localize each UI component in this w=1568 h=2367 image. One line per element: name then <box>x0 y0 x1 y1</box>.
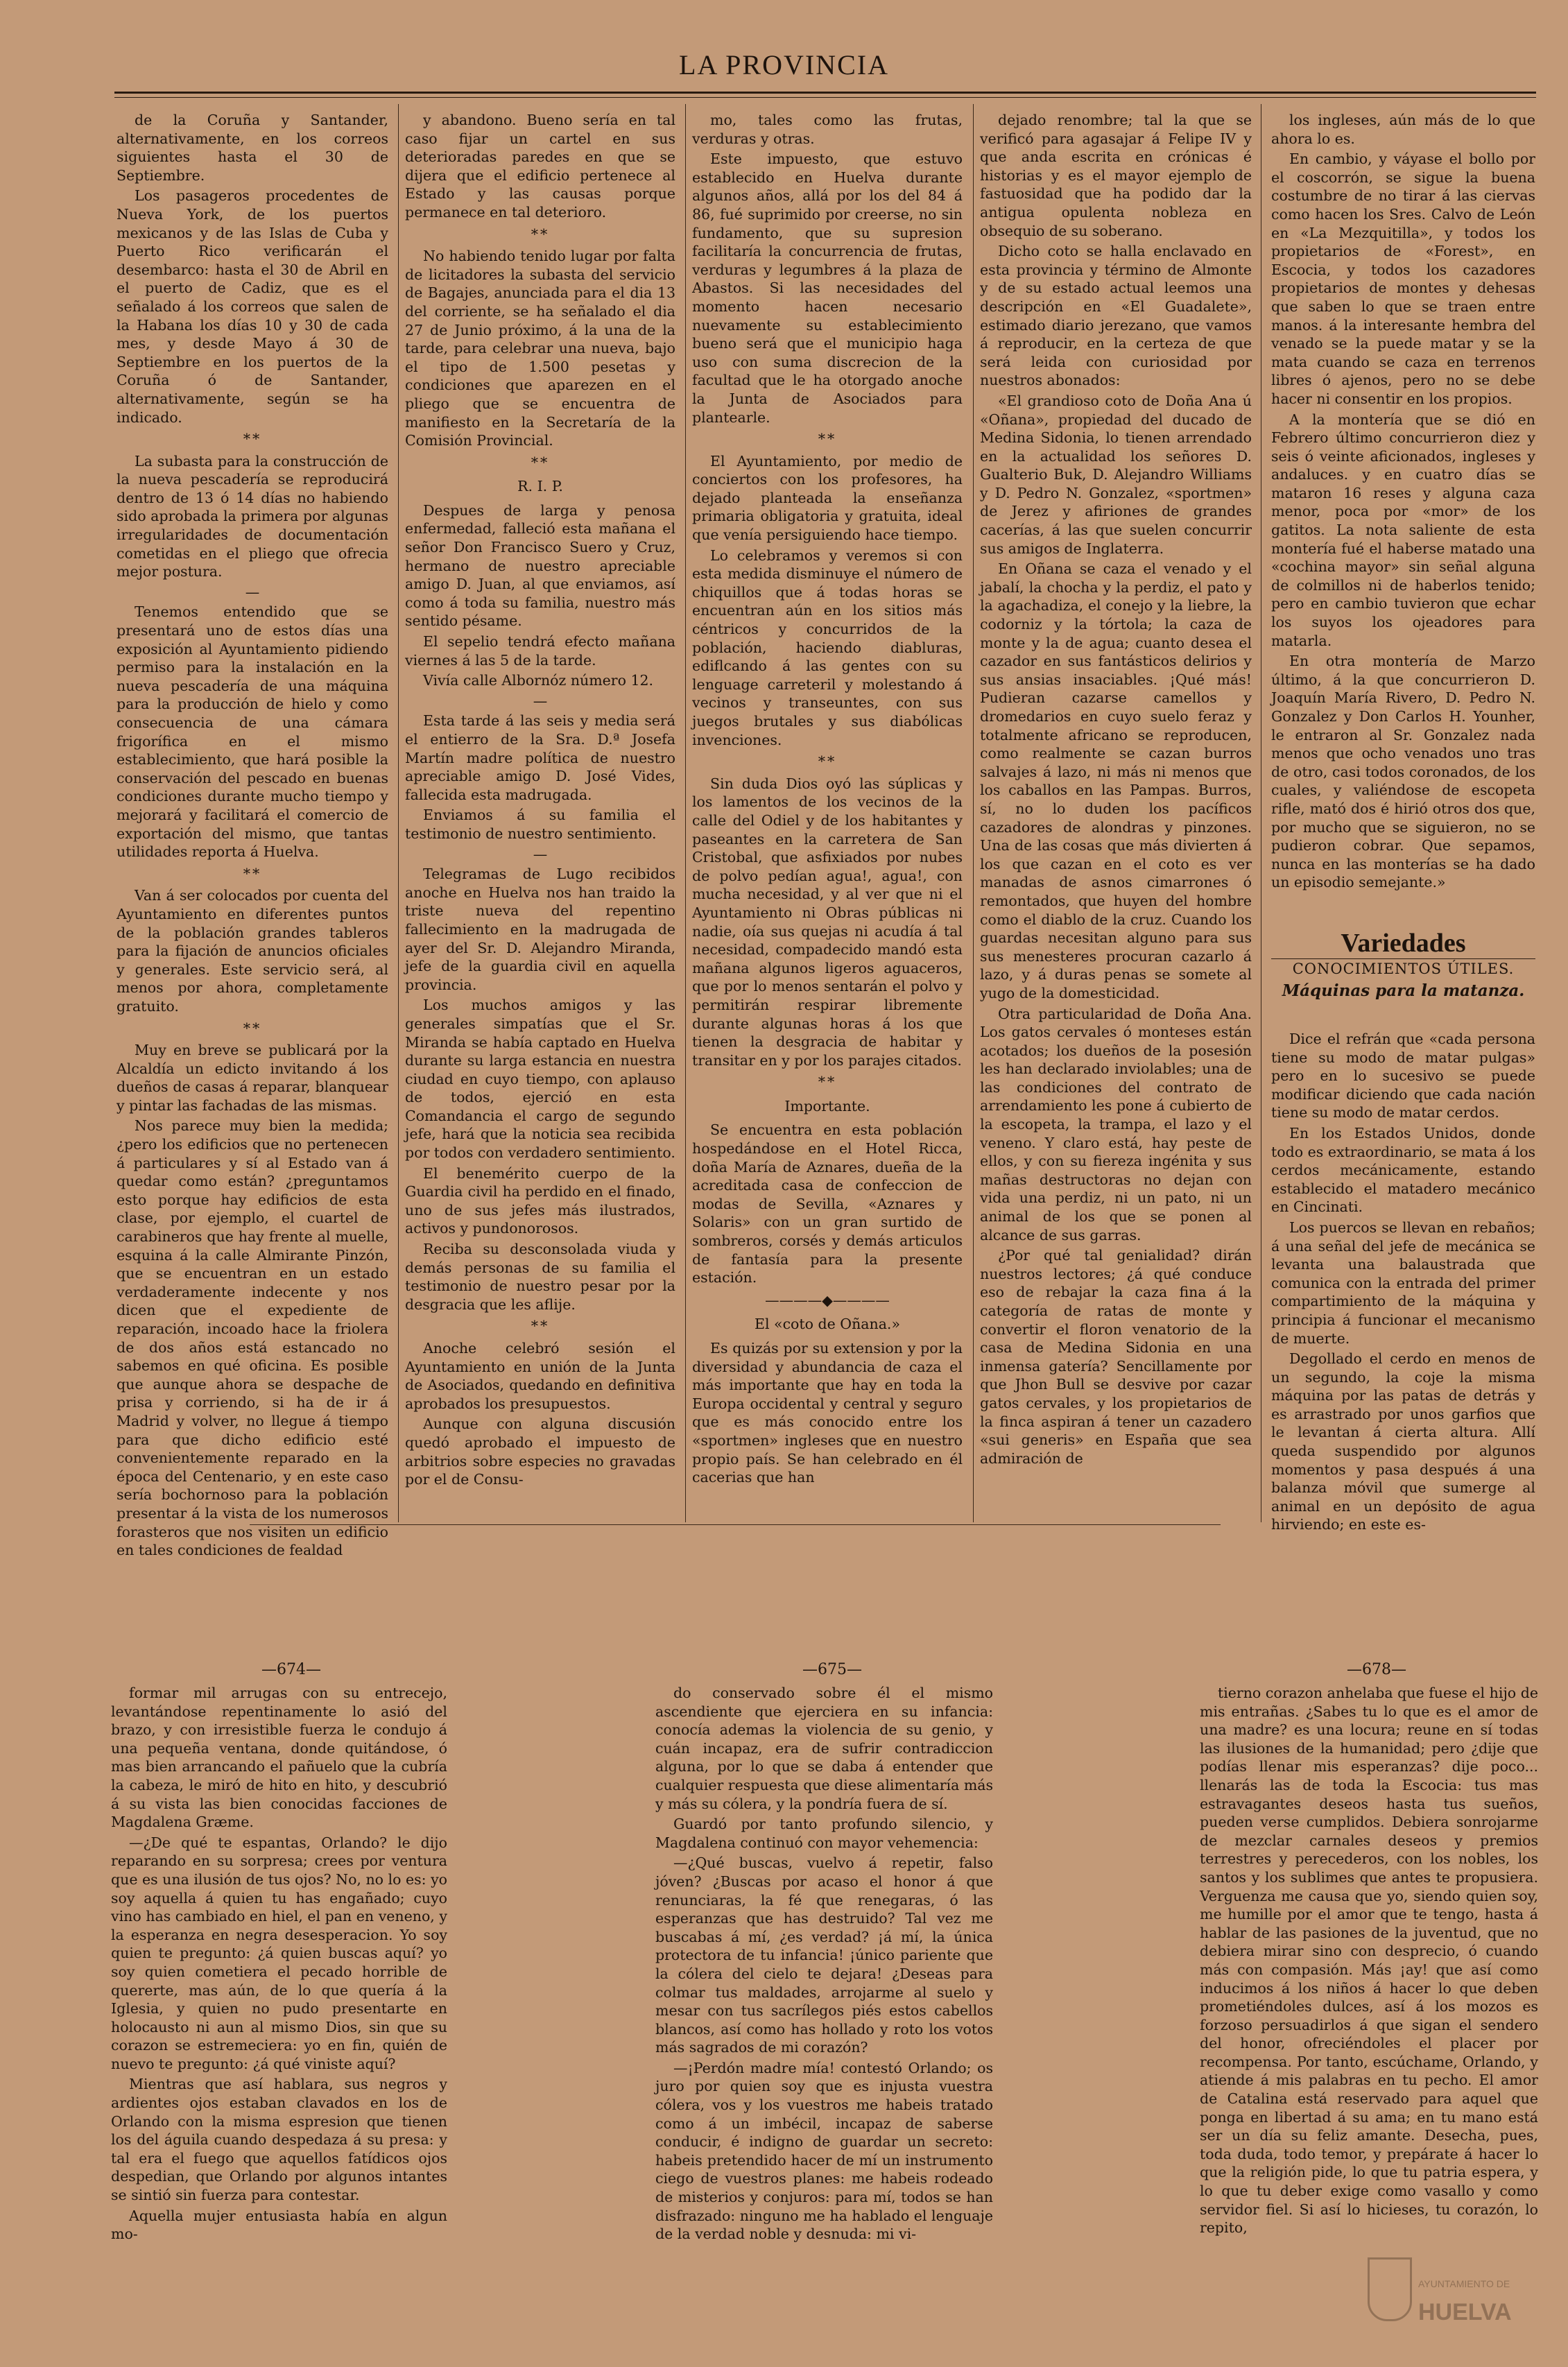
paragraph: Dicho coto se halla enclavado en esta provincia y término de Almonte y de su estado actual leemos una descripción en «El Guadalete», estimado diario jerezano, que vamos á reproducir, en la certeza de que será leida con curiosidad por nuestros abonados: <box>980 243 1252 389</box>
paragraph: El sepelio tendrá efecto mañana viernes á las 5 de la tarde. <box>405 633 675 669</box>
paragraph: Telegramas de Lugo recibidos anoche en Huelva nos han traido la triste nueva del repentino fallecimiento en la madrugada de ayer del Sr. D. Alejandro Miranda, jefe de la guardia civil en aquella provincia. <box>405 866 675 993</box>
paragraph: formar mil arrugas con su entrecejo, levantándose repentinamente lo asió del brazo, y con irresistible fuerza le condujo á una pequeña ventana, donde quitándose, ó mas bien arrancando el pañuelo que la cubría la cabeza, le miró de hito en hito, y descubrió á su vista las bien conocidas facciones de Magdalena Græme. <box>111 1685 447 1831</box>
section-separator: ** <box>243 865 262 882</box>
watermark-label: AYUNTAMIENTO DE <box>1418 2278 1510 2289</box>
article-heading: Máquinas para la matanza. <box>1282 981 1525 1000</box>
paragraph: Tenemos entendido que se presentará uno de estos días una exposición al Ayuntamiento pidiendo permiso para la instalación en la nueva pescadería de una máquina para la producción de hielo y como consecuencia de una cámara frigorífica en el mismo establecimiento, que hará posible la conservación del pescado en buenas condiciones durante mucho tiempo y mejorará y facilitará el comercio de exportación del mismo, que tantas utilidades reporta á Huelva. <box>117 603 388 861</box>
section-separator: ** <box>531 1318 550 1335</box>
masthead-rule <box>114 92 1536 94</box>
paragraph: Sin duda Dios oyó las súplicas y los lamentos de los vecinos de la calle del Odiel y de los habitantes y paseantes en la carretera de San Cristobal, que asfixiados por nubes de polvo pedían agua!, agua!, con mucha necesidad, y al ver que ni el Ayuntamiento ni Obras públicas ni nadie, oía sus quejas ni acudía á tal necesidad, compadecido mandó esta mañana algunos ligeros aguaceros, que por lo menos sentarán el polvo y permitirán respirar libremente durante algunas horas á los que tienen la desgracia de habitar y transitar en y por los parajes citados. <box>692 775 963 1069</box>
dash-separator: — <box>245 583 260 601</box>
paragraph: Los puercos se llevan en rebaños; á una señal del jefe de mecánica se levanta una balaustrada que comunica con la entrada del primer compartimiento de la máquina y principia á funcionar el mecanismo de muerte. <box>1271 1219 1535 1347</box>
paragraph: «El grandioso coto de Doña Ana ú «Oñana», propiedad del ducado de Medina Sidonia, lo tienen arrendado en la actualidad los señores D. Gualterio Buk, D. Alejandro Williams y D. Pedro N. Gonzalez, «sportmen» de Jerez y afiriones de grandes cacerías, á las que suelen concurrir sus amigos de Inglaterra. <box>980 392 1252 557</box>
section-separator: ** <box>818 753 837 771</box>
paragraph: —¿Qué buscas, vuelvo á repetir, falso jóven? ¿Buscas por acaso el honor á que renunciaras, la fé que renegaras, ó las esperanzas que has destruido? Tal vez me buscabas á mí, ¿es verdad? ¡á mí, la única protectora de tu infancia! ¡único pariente que la cólera del cielo te dejara! ¿Deseas para colmar tus maldades, arrojarme al suelo y mesar con tus sacrílegos piés estos cabellos blancos, así como has hollado y roto los votos más sagrados de mi corazón? <box>655 1854 993 2056</box>
paragraph: dejado renombre; tal la que se verificó para agasajar á Felipe IV y que anda escrita en crónicas é historias y es el mayor ejemplo de fastuosidad que ha podido dar la antigua opulenta nobleza en obsequio de su soberano. <box>980 112 1252 239</box>
column-divider <box>685 104 686 1522</box>
dash-separator: — <box>533 692 548 709</box>
paragraph: —¡Perdón madre mía! contestó Orlando; os juro por quien soy que es injusta vuestra cólera, vos y los vuestros me habeis tratado como á un imbécil, incapaz de saberse conducir, é indigno de guardar un secreto: habeis pretendido hacer de mí un instrumento ciego de vuestros planes: me habeis rodeado de misterios y conjuros: para mí, todos se han disfrazado: ninguno me ha hablado el lenguaje de la verdad noble y desnuda: mi vi- <box>655 2059 993 2243</box>
section-separator: ** <box>243 431 262 448</box>
section-divider <box>250 1524 1221 1525</box>
section-separator: ** <box>531 225 550 243</box>
paragraph: En Oñana se caza el venado y el jabalí, la chocha y la perdiz, el pato y la agachadiza, el conejo y la liebre, la codorniz y la tórtola; la caza de monte y la de agua; cuanto desea el cazador en sus fantásticos delirios y sus ansias insaciables. ¡Qué más! Pudieran cazarse camellos y dromedarios en cuyo suelo feraz y totalmente africano se reproducen, como realmente se cazan burros salvajes á lazo, ni más ni menos que los caballos en las Pampas. Burros, sí, no lo duden los pacíficos cazadores de alondras y pinzones. Una de las cosas que más divierten á los que cazan en el coto es ver manadas de asnos cimarrones ó remontados, que huyen del hombre como el diablo de la cruz. Cuando los guardas necesitan alguno para sus sus menesteres procuran cazarlo á lazo, y á duras penas se somete al yugo de la domesticidad. <box>980 560 1252 1001</box>
paragraph: mo, tales como las frutas, verduras y otras. <box>692 112 963 147</box>
paragraph: El Ayuntamiento, por medio de conciertos con los profesores, ha dejado planteada la enseñanza primaria obligatoria y gratuita, ideal que venía persiguiendo hace tiempo. <box>692 452 963 544</box>
column-4 <box>980 111 1252 1512</box>
page-number-678: —678— <box>1347 1661 1406 1678</box>
paragraph: ¿Por qué tal genialidad? dirán nuestros lectores; ¿á qué conduce eso de rebajar la caza fina á la categoría de ratas de monte y convertir el floron venatorio de la casa de Medina Sidonia en una inmensa gatería? Sencillamente por que Jhon Bull se desvive por cazar gatos cervales, y los propietarios de la finca aspiran á tener un cazadero «sui generis» en España que sea admiración de <box>980 1247 1252 1467</box>
paragraph: Es quizás por su extension y por la diversidad y abundancia de caza el más importante que hay en toda la Europa occidental y central y seguro que es más conocido entre los «sportmen» ingleses que en nuestro propio país. Se han celebrado en él cacerias que han <box>692 1340 963 1486</box>
dash-separator: — <box>533 845 548 863</box>
archive-watermark <box>1359 2250 1543 2348</box>
paragraph: —¿De qué te espantas, Orlando? le dijo reparando en su sorpresa; crees por ventura que es una ilusión de tus ojos? No, no lo es: yo soy aquella á quien tu has engañado; cuyo vino has cambiado en hiel, el pan en veneno, y la esperanza en negra desesperacion. Yo soy quien te pregunto: ¿á quien buscas aquí? yo soy quien cometiera el pecado horrible de quererte, mas aún, de lo que quería á la Iglesia, y quien no pudo presentarte en holocausto ni aun al mismo Dios, sin que su corazon se estremeciera: yo en fin, quién de nuevo te pregunto: ¿á qué viniste aquí? <box>111 1834 447 2072</box>
paragraph: Lo celebramos y veremos si con esta medida disminuye el número de chiquillos que á todas horas se encuentran aún en los sitios más céntricos y concurridos de la población, haciendo diabluras, ediflcando á las gentes con su lenguage carreteril y molestando á vecinos y transeuntes, con sus juegos brutales y sus diabólicas invenciones. <box>692 546 963 748</box>
paragraph: Dice el refrán que «cada persona tiene su modo de matar pulgas» pero en lo sucesivo se puede modificar diciendo que cada nación tiene su modo de matar cerdos. <box>1271 1031 1535 1121</box>
column-2 <box>405 111 675 1512</box>
column-divider <box>398 104 399 1522</box>
article-heading: Importante. <box>784 1097 870 1114</box>
watermark-text: HUELVA <box>1418 2299 1512 2325</box>
paragraph: En cambio, y váyase el bollo por el coscorrón, se sigue la buena costumbre de no tirar á las ciervas como hacen los Sres. Calvo de León en «La Mezquitilla», y todos los propietarios de «Forest», en Escocia, y todos los cazadores propietarios de montes y dehesas que saben lo que se traen entre manos. á la interesante hembra del venado se la puede matar y se la mata cuando se caza en terrenos libres ó ajenos, pero no se debe hacer ni consentir en los propios. <box>1271 150 1535 407</box>
paragraph: Degollado el cerdo en menos de un segundo, la coje la misma máquina por las patas de detrás y es arrastrado por unos garfios que le levantan á cierta altura. Allí queda suspendido por algunos momentos y pasa después á una balanza móvil que sumerge al animal en un depósito de agua hirviendo; en este es- <box>1271 1350 1535 1533</box>
article-heading: El «coto de Oñana.» <box>755 1316 900 1333</box>
page-number-674: —674— <box>261 1661 321 1678</box>
crest-icon <box>1368 2257 1412 2321</box>
paragraph: de la Coruña y Santander, alternativamente, en los correos siguientes hasta el 30 de Septiembre. <box>117 112 388 184</box>
paragraph: Este impuesto, que estuvo establecido en Huelva durante algunos años, allá por los del 84 á 86, fué suprimido por creerse, no sin fundamento, que su supresion facilitaría la concurrencia de frutas, verduras y legumbres á la plaza de Abastos. Si las necesidades del momento hacen necesario nuevamente su establecimiento bueno será que el municipio haga uso con suma discrecion de la facultad que le ha otorgado anoche la Junta de Asociados para plantearle. <box>692 150 963 426</box>
paragraph: La subasta para la construcción de la nueva pescadería se reproducirá dentro de 13 ó 14 días no habiendo sido aprobada la primera por algunas irregularidades de documentación cometidas en el pliego que ofrecia mejor postura. <box>117 452 388 580</box>
section-separator: ** <box>243 1019 262 1037</box>
paragraph: los ingleses, aún más de lo que ahora lo es. <box>1271 112 1535 147</box>
column-divider <box>973 104 974 1522</box>
newspaper-masthead: LA PROVINCIA <box>679 49 889 80</box>
section-subtitle: CONOCIMIENTOS ÚTILES. <box>1271 958 1535 977</box>
paragraph: y abandono. Bueno sería en tal caso fijar un cartel en sus deterioradas paredes en que se dijera que el edificio pertenece al Estado y las causas porque permanece en tal deterioro. <box>405 112 675 221</box>
paragraph: En los Estados Unidos, donde todo es extraordinario, se mata á los cerdos mecánicamente, estando establecido el matadero mecánico en Cincinati. <box>1271 1124 1535 1216</box>
column-5 <box>1271 111 1535 919</box>
paragraph: Esta tarde á las seis y media será el entierro de la Sra. D.ª Josefa Martín madre política de nuestro apreciable amigo D. José Vides, fallecida esta madrugada. <box>405 712 675 803</box>
book-column-3 <box>1200 1684 1538 2253</box>
paragraph: Despues de larga y penosa enfermedad, falleció esta mañana el señor Don Francisco Suero y Cruz, hermano de nuestro apreciable amigo D. Juan, al que enviamos, así como á toda su familia, nuestro más sentido pésame. <box>405 501 675 630</box>
paragraph: Aquella mujer entusiasta había en algun mo- <box>111 2207 447 2243</box>
paragraph: Los muchos amigos y las generales simpatías que el Sr. Miranda se había captado en Huelva durante su larga estancia en nuestra ciudad en cuyo tiempo, con aplauso de todos, ejerció en esta Comandancia el cargo de segundo jefe, hará que la noticia sea recibida por todos con verdadero sentimiento. <box>405 997 675 1162</box>
paragraph: Otra particularidad de Doña Ana. Los gatos cervales ó monteses están acotados; los dueños de la posesión les han declarado inviolables; una de las condiciones del contrato de arrendamiento les pone á cubierto de la escopeta, la trampa, el lazo y el veneno. Y claro está, hay peste de ellos, y con su fiereza ingénita y sus mañas destructoras no dejan con vida una perdiz, ni un pato, ni un animal de los que se ponen al alcance de sus garras. <box>980 1005 1252 1243</box>
paragraph: do conservado sobre él el mismo ascendiente que ejerciera en su infancia: conocía ademas la violencia de su genio, y cuán incapaz, era de sufrir contradiccion alguna, por lo que se daba á entender que cualquier respuesta que diese alimentaría más y más su cólera, y la pondría fuera de sí. <box>655 1685 993 1812</box>
paragraph: Vivía calle Albornóz número 12. <box>423 672 654 689</box>
paragraph: Se encuentra en esta población hospedándose en el Hotel Ricca, doña María de Aznares, dueña de la acreditada casa de confeccion de modas de Sevilla, «Aznares y Solaris» con un gran surtido de sombreros, corsés y demás articulos de fantasía para la presente estación. <box>692 1121 963 1286</box>
ornament-rule: ————◆———— <box>765 1291 890 1309</box>
section-title: Variedades <box>1341 929 1466 958</box>
variedades-header <box>1271 928 1535 1000</box>
paragraph: Guardó por tanto profundo silencio, y Magdalena continuó con mayor vehemencia: <box>655 1816 993 1851</box>
paragraph: Los pasageros procedentes de Nueva York, de los puertos mexicanos y de las Islas de Cuba y Puerto Rico verificarán el desembarco: hasta el 30 de Abril en el puerto de Cadiz, que es el señalado á los correos que salen de la Habana los días 10 y 30 de cada mes, y desde Mayo á 30 de Septiembre en los puertos de la Coruña ó de Santander, alternativamente, según se ha indicado. <box>117 187 388 426</box>
column-5-variedades <box>1271 1030 1535 1533</box>
paragraph: Mientras que así hablara, sus negros y ardientes ojos estaban clavados en los de Orlando con la misma espresion que tienen los del águila cuando despedaza á su presa: y tal era el fuego que aquellos fatídicos ojos despedian, que Orlando por algunos intantes se sintió sin fuerza para contestar. <box>111 2076 447 2204</box>
section-separator: ** <box>818 1074 837 1091</box>
paragraph: No habiendo tenido lugar por falta de licitadores la subasta del servicio de Bagajes, anunciada para el dia 13 del corriente, se ha señalado el dia 27 de Junio próximo, á la una de la tarde, para celebrar una nueva, bajo el tipo de 1.500 pesetas y condiciones que aparezen en el pliego que se encuentra de manifiesto en la Secretaría de la Comisión Provincial. <box>405 248 675 449</box>
paragraph: Anoche celebró sesión el Ayuntamiento en unión de la Junta de Asociados, quedando en definitiva aprobados los presupuestos. <box>405 1340 675 1412</box>
book-column-1 <box>111 1684 447 2253</box>
book-column-2 <box>655 1684 993 2253</box>
paragraph: tierno corazon anhelaba que fuese el hijo de mis entrañas. ¿Sabes tu lo que es el amor de una madre? es una locura; reune en sí todas las ilusiones de la humanidad; pero ¿dije que podías llenar mis esperanzas? dije poco... llenarás las de toda la Escocia: tus mas estravagantes deseos hasta tus sueños, pueden verse cumplidos. Debiera sonrojarme de mezclar carnales deseos y premios terrestres y perecederos, con los nobles, los santos y los sublimes que antes te propusiera. Verguenza me causa que yo, siendo quien soy, me humille por el amor que te tengo, hasta á hablar de las pasiones de la juventud, que no debiera mirar sino con desprecio, ó cuando más con compasión. Más ¡ay! que así como inducimos á los niños á hacer lo que deben prometiéndoles dulces, así á los mozos es forzoso persuadirlos á que sigan el sendero del honor, ofreciéndoles el placer por recompensa. Por tanto, escúchame, Orlando, y atiende á mis palabras en tu pecho. El amor de Catalina está reservado para aquel que ponga en libertad á su ama; en tu mano está ser un día su feliz amante. Desecha, pues, toda duda, todo temor, y prepárate á hacer lo que la religión pide, lo que tu patria espera, y lo que tu deber exige como vasallo y como servidor fiel. Si así lo hicieses, tu corazón, lo repito, <box>1200 1685 1538 2237</box>
paragraph: Reciba su desconsolada viuda y demás personas de su familia el testimonio de nuestro pesar por la desgracia que les aflije. <box>405 1241 675 1313</box>
masthead-rule-thin <box>114 97 1536 98</box>
column-1 <box>117 111 388 1559</box>
article-heading: R. I. P. <box>517 478 563 495</box>
section-separator: ** <box>818 431 837 448</box>
paragraph: El benemérito cuerpo de la Guardia civil ha perdido en el finado, uno de sus jefes más ilustrados, activos y pundonorosos. <box>405 1164 675 1237</box>
paragraph: Nos parece muy bien la medida; ¿pero los edificios que no pertenecen á particulares y sí al Estado van á quedar como están? ¿preguntamos esto porque hay edificios de esta clase, por ejemplo, el cuartel de carabineros que hay frente al muelle, esquina á la calle Almirante Pinzón, que se encuentran en un estado verdaderamente indecente y nos dicen que el expediente de reparación, incoado hace la friolera de dos años está estancado no sabemos en qué oficina. Es posible que aunque ahora se despache de prisa y corriendo, si ha de ir á Madrid y volver, no llegue á tiempo para que dicho edificio esté convenientemente reparado en la época del Centenario, y en este caso sería bochornoso para la población presentar á la vista de los numerosos forasteros que nos visiten un edificio en tales condiciones de fealdad <box>117 1117 388 1559</box>
page-number-675: —675— <box>802 1661 862 1678</box>
paragraph: Muy en breve se publicará por la Alcaldía un edicto invitando á los dueños de casas á reparar, blanquear y pintar las fachadas de las mismas. <box>117 1042 388 1114</box>
column-3 <box>692 111 963 1512</box>
paragraph: Enviamos á su familia el testimonio de nuestro sentimiento. <box>405 807 675 842</box>
paragraph: Van á ser colocados por cuenta del Ayuntamiento en diferentes puntos de la población grandes tableros para la fijación de anuncios oficiales y generales. Este servicio será, al menos por ahora, completamente gratuito. <box>117 887 388 1015</box>
paragraph: En otra montería de Marzo último, á la que concurrieron D. Joaquín María Rivero, D. Pedro N. Gonzalez y Don Carlos H. Younher, le entraron al Sr. Gonzalez nada menos que ocho venados uno tras de otro, casi todos coronados, de los cuales, y valiéndose de escopeta rifle, mató dos é hirió otros dos que, por mucho que se siguieron, no se pudieron cobrar. Que sepamos, nunca en las monterías se ha dado un episodio semejante.» <box>1271 653 1535 891</box>
paragraph: Aunque con alguna discusión quedó aprobado el impuesto de arbitrios sobre especies no gravadas por el de Consu- <box>405 1415 675 1488</box>
section-separator: ** <box>531 454 550 471</box>
paragraph: A la montería que se dió en Febrero último concurrieron diez y seis ó veinte aficionados, ingleses y andaluces. y en cuatro días se mataron 16 reses y alguna caza menor, poca por «mor» de los gatitos. La nota saliente de esta montería fué el haberse matado una «cochina mayor» sin señal alguna de colmillos ni de haberlos tenido; pero en cambio tuvieron que echar los suyos los ojeadores para matarla. <box>1271 411 1535 649</box>
